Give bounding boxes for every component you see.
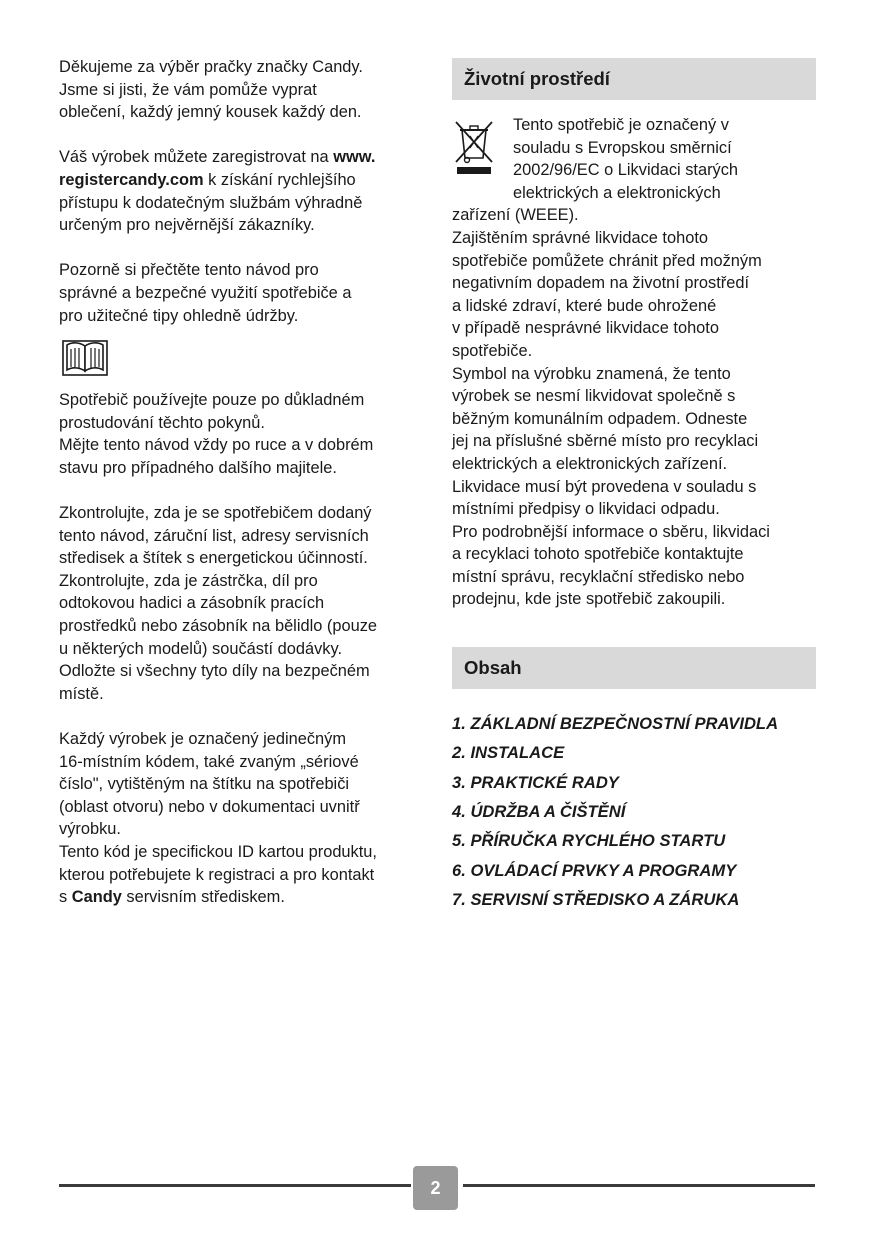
text-line: pro užitečné tipy ohledně údržby. — [59, 306, 299, 325]
text-line: Symbol na výrobku znamená, že tento — [452, 364, 731, 383]
text-line: Tento kód je specifickou ID kartou produktu, — [59, 843, 377, 861]
text-line: Tento spotřebič je označený v — [513, 116, 729, 134]
text-line: zařízení (WEEE). — [452, 206, 579, 225]
text-line: v případě nesprávné likvidace tohoto — [452, 319, 719, 338]
text-line: středisek a štítek s energetickou účinností. — [59, 549, 368, 568]
weee-block — [452, 114, 816, 204]
text-line: kterou potřebujete k registraci a pro kontakt — [59, 865, 375, 884]
text-line: přístupu k dodatečným službám výhradně — [59, 193, 363, 212]
toc-item[interactable]: 7. SERVISNÍ STŘEDISKO A ZÁRUKA — [452, 889, 740, 909]
environment-text — [452, 204, 816, 611]
text-line: Pozorně si přečtěte tento návod pro — [59, 261, 319, 280]
intro-paragraph — [59, 56, 431, 124]
text-line: výrobku. — [59, 820, 121, 839]
text-line: prostudování těchto pokynů. — [59, 413, 265, 432]
text-line: a lidské zdraví, které bude ohrožené — [452, 296, 717, 315]
section-title-contents: Obsah — [452, 647, 816, 689]
register-paragraph — [59, 146, 431, 236]
text-line: tento návod, záruční list, adresy servisních — [59, 526, 369, 545]
text-line: (oblast otvoru) nebo v dokumentaci uvnitř — [59, 797, 360, 816]
text-line: Každý výrobek je označený jedinečným — [59, 730, 346, 749]
text-line: s Candy servisním střediskem. — [59, 888, 285, 907]
text-line: elektrických a elektronických — [513, 183, 721, 202]
text-line: stavu pro případného dalšího majitele. — [59, 458, 337, 477]
text-line: místní správu, recyklační středisko nebo — [452, 567, 745, 586]
text-line: oblečení, každý jemný kousek každý den. — [59, 103, 362, 122]
toc-item[interactable]: 1. ZÁKLADNÍ BEZPEČNOSTNÍ PRAVIDLA — [452, 714, 779, 734]
text-line: Odložte si všechny tyto díly na bezpečném — [59, 662, 370, 681]
read-manual-paragraph — [59, 259, 431, 327]
text-line: Zkontrolujte, zda je se spotřebičem dodaný — [59, 504, 372, 523]
left-column — [59, 56, 431, 909]
text-line: Zkontrolujte, zda je zástrčka, díl pro — [59, 571, 318, 590]
footer-rule-left — [59, 1184, 411, 1187]
text-line: určeným pro nejvěrnější zákazníky. — [59, 216, 315, 235]
page-number: 2 — [413, 1166, 458, 1210]
text-line: běžným komunálním odpadem. Odneste — [452, 409, 748, 428]
text-line: 2002/96/EC o Likvidaci starých — [513, 161, 739, 180]
text-line: Váš výrobek můžete zaregistrovat na www. — [59, 148, 376, 167]
table-of-contents — [452, 709, 816, 914]
text-line: správné a bezpečné využití spotřebiče a — [59, 283, 352, 302]
serial-paragraph — [59, 728, 431, 909]
text-line: prodejnu, kde jste spotřebič zakoupili. — [452, 590, 726, 609]
text-line: Jsme si jisti, že vám pomůže vyprat — [59, 80, 317, 99]
text-line: Pro podrobnější informace o sběru, likvidaci — [452, 522, 770, 541]
text-line: Zajištěním správné likvidace tohoto — [452, 228, 708, 247]
open-book-icon — [62, 337, 108, 377]
text-line: a recyklaci tohoto spotřebiče kontaktujte — [452, 545, 744, 564]
brand-name: Candy — [71, 888, 122, 907]
text-line: souladu s Evropskou směrnicí — [513, 138, 732, 157]
toc-item[interactable]: 4. ÚDRŽBA A ČIŠTĚNÍ — [452, 801, 626, 821]
text-line: Spotřebič používejte pouze po důkladném — [59, 391, 365, 410]
crossed-out-wheelie-bin-icon — [452, 118, 496, 176]
text-line: Mějte tento návod vždy po ruce a v dobrém — [59, 436, 374, 455]
text-line: Děkujeme za výběr pračky značky Candy. — [59, 58, 363, 76]
text-line: spotřebiče. — [452, 341, 533, 360]
text-line: prostředků nebo zásobník na bělidlo (pouze — [59, 617, 378, 636]
toc-item[interactable]: 6. OVLÁDACÍ PRVKY A PROGRAMY — [452, 860, 737, 880]
toc-item[interactable]: 2. INSTALACE — [452, 743, 565, 763]
register-link[interactable]: registercandy.com — [59, 170, 204, 189]
check-paragraph — [59, 502, 431, 705]
toc-item[interactable]: 3. PRAKTICKÉ RADY — [452, 772, 619, 792]
use-paragraph — [59, 389, 431, 479]
text-line: jej na příslušné sběrné místo pro recyklaci — [452, 432, 759, 451]
text-line: elektrických a elektronických zařízení. — [452, 454, 728, 473]
text-line: negativním dopadem na životní prostředí — [452, 274, 750, 293]
text-line: spotřebiče pomůžete chránit před možným — [452, 251, 762, 270]
text-line: 16-místním kódem, také zvaným „sériové — [59, 752, 359, 771]
text-line: odtokovou hadici a zásobník pracích — [59, 594, 325, 613]
text-line: registercandy.com k získání rychlejšího — [59, 170, 356, 189]
section-title-environment: Životní prostředí — [452, 58, 816, 100]
toc-item[interactable]: 5. PŘÍRUČKA RYCHLÉHO STARTU — [452, 831, 726, 851]
footer-rule-right — [463, 1184, 815, 1187]
right-column — [452, 58, 816, 914]
text-line: místními předpisy o likvidaci odpadu. — [452, 500, 720, 519]
register-link-part[interactable]: www. — [333, 148, 376, 167]
text-line: u některých modelů) součástí dodávky. — [59, 639, 343, 658]
text-line: místě. — [59, 684, 104, 703]
text-line: Likvidace musí být provedena v souladu s — [452, 477, 757, 496]
text-line: výrobek se nesmí likvidovat společně s — [452, 387, 736, 406]
text-line: číslo", vytištěným na štítku na spotřebiči — [59, 775, 350, 794]
